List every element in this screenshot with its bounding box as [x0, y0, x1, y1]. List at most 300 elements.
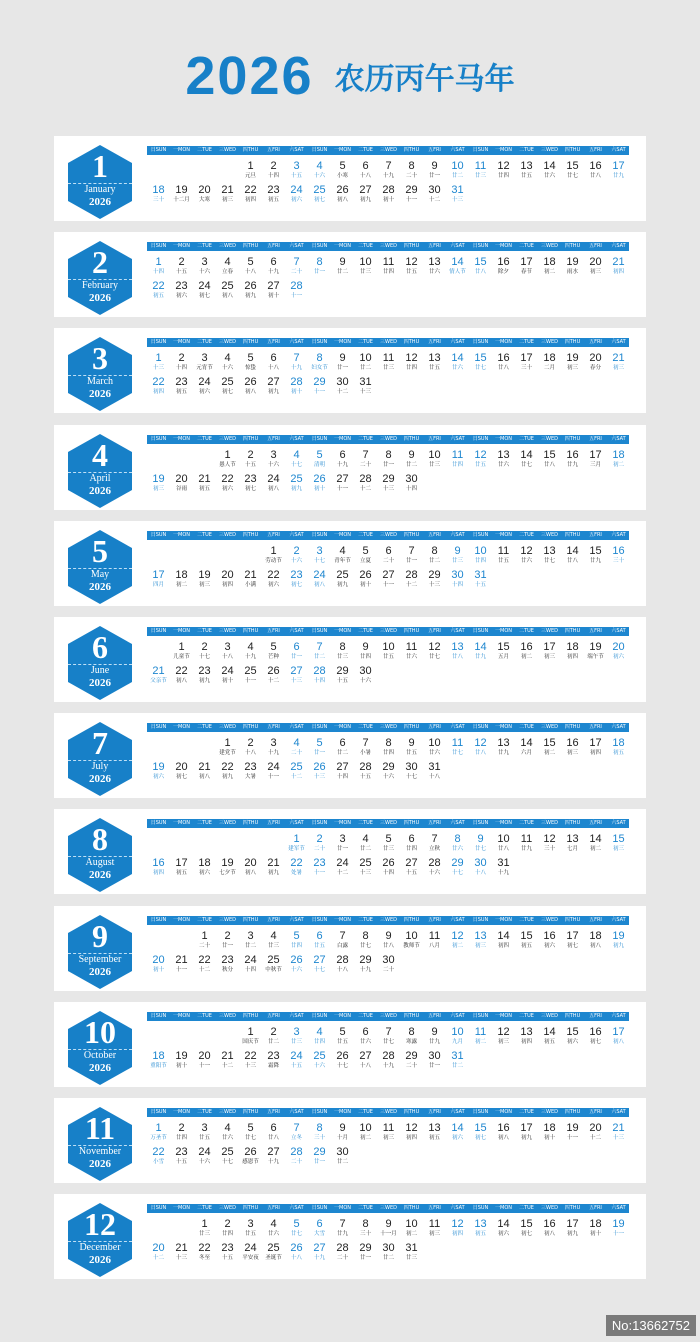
weekday-label: 三WED	[380, 1012, 397, 1019]
day-cell	[147, 184, 170, 204]
day-number: 7	[431, 833, 438, 846]
lunar-date: 廿三	[405, 1255, 417, 1262]
day-number: 16	[566, 448, 579, 461]
lunar-date: 廿七	[566, 173, 578, 179]
day-number: 8	[431, 544, 438, 557]
lunar-date: 春节	[520, 269, 532, 276]
day-cell	[308, 737, 331, 757]
day-number: 11	[451, 737, 464, 750]
day-number: 27	[336, 472, 349, 485]
day-cell	[239, 569, 262, 589]
day-cell	[377, 1242, 400, 1262]
day-number: 7	[316, 641, 323, 653]
weekday-label: 六SAT	[611, 339, 626, 346]
day-cell	[492, 256, 515, 276]
day-cell	[216, 352, 239, 372]
day-cell	[515, 352, 538, 372]
lunar-date: 廿九	[589, 557, 601, 564]
weekday-label: 六SAT	[450, 820, 465, 827]
lunar-date: 廿七	[451, 750, 463, 757]
weekday-label: 二TUE	[358, 531, 373, 538]
day-cell	[147, 665, 170, 685]
weekday-label: 日SUN	[150, 916, 167, 923]
lunar-date: 初十	[382, 197, 394, 203]
weekday-label: 三WED	[541, 1205, 558, 1212]
lunar-date: 廿二	[451, 173, 463, 179]
day-number: 23	[313, 857, 326, 870]
day-number: 3	[339, 833, 346, 846]
weekday-label: 三WED	[219, 243, 236, 250]
lunar-date: 十月	[336, 1135, 348, 1141]
day-number: 18	[175, 568, 188, 581]
weekday-label: 日SUN	[311, 531, 328, 538]
day-cell	[584, 641, 607, 661]
day-cell	[331, 160, 354, 180]
day-number: 17	[589, 737, 602, 750]
lunar-date: 初十	[267, 293, 279, 300]
day-number: 22	[198, 953, 211, 966]
day-number: 15	[474, 1122, 487, 1134]
weekday-label: 六SAT	[289, 531, 304, 538]
lunar-date: 廿七	[474, 365, 486, 372]
weekday-label: 二TUE	[197, 243, 212, 250]
lunar-date: 廿四	[382, 269, 394, 276]
weekday-label: 一MON	[173, 1205, 190, 1212]
day-cell	[308, 761, 331, 781]
day-cell	[170, 641, 193, 661]
weekday-label: 六SAT	[611, 243, 626, 250]
day-number: 9	[408, 448, 415, 461]
day-number: 26	[244, 376, 257, 389]
day-number: 15	[520, 929, 533, 942]
lunar-date: 十二	[428, 197, 440, 203]
weekday-label: 二TUE	[358, 820, 373, 827]
day-cell	[170, 857, 193, 877]
day-number: 9	[477, 833, 484, 846]
day-cell	[561, 833, 584, 853]
lunar-date: 初十	[359, 581, 371, 588]
month-year: 2026	[89, 1061, 111, 1074]
lunar-date: 青年节	[334, 557, 351, 564]
lunar-date: 十二	[198, 966, 210, 973]
weekday-label: 六SAT	[450, 435, 465, 442]
day-number: 10	[497, 833, 510, 846]
day-number: 11	[382, 256, 395, 269]
weekday-label: 一MON	[334, 147, 351, 153]
day-cell	[538, 833, 561, 853]
day-cell	[262, 857, 285, 877]
lunar-date: 初六	[175, 293, 187, 300]
month-card	[54, 713, 646, 798]
day-cell	[469, 930, 492, 950]
weekday-label: 六SAT	[611, 531, 626, 538]
weekday-label: 三WED	[541, 435, 558, 442]
day-number: 8	[408, 1025, 415, 1038]
weekday-label: 六SAT	[289, 147, 304, 153]
weekday-label: 四THU	[242, 147, 259, 153]
day-number: 30	[382, 1242, 395, 1255]
day-cell	[147, 352, 170, 372]
day-cell	[446, 160, 469, 180]
day-number: 2	[224, 929, 231, 942]
weekday-label: 四THU	[403, 1012, 420, 1019]
weekday-label: 三WED	[219, 1205, 236, 1212]
weekday-label: 五FRI	[267, 243, 280, 250]
lunar-date: 廿九	[612, 173, 624, 179]
weekday-header-strip	[147, 723, 629, 732]
day-cell	[515, 833, 538, 853]
month-year: 2026	[89, 484, 111, 497]
day-number: 27	[267, 376, 280, 389]
day-number: 2	[316, 833, 323, 846]
lunar-date: 秋分	[221, 966, 233, 973]
month-card	[54, 1194, 646, 1279]
day-number: 9	[385, 929, 392, 942]
lunar-date: 二十	[336, 1255, 348, 1262]
day-number: 12	[428, 641, 441, 653]
lunar-date: 十五	[405, 870, 417, 877]
day-cell	[262, 160, 285, 180]
day-number: 18	[198, 857, 211, 870]
day-number: 18	[589, 929, 602, 942]
day-number: 24	[290, 184, 303, 196]
day-number: 5	[316, 737, 323, 750]
lunar-date: 三十	[359, 1231, 371, 1238]
weekday-label: 二TUE	[197, 916, 212, 923]
weekday-label: 六SAT	[450, 916, 465, 923]
day-number: 4	[270, 1218, 277, 1231]
day-cell	[216, 641, 239, 661]
day-cell	[193, 280, 216, 300]
day-cell	[239, 1242, 262, 1262]
weekday-label: 四THU	[403, 628, 420, 634]
weekday-label: 四THU	[564, 243, 581, 250]
lunar-date: 初三	[612, 365, 624, 372]
lunar-date: 初二	[589, 846, 601, 853]
lunar-date: 廿五	[497, 557, 509, 564]
day-number: 6	[339, 448, 346, 461]
lunar-date: 初六	[290, 197, 302, 203]
lunar-date: 初十	[313, 485, 325, 492]
lunar-date: 十五	[474, 581, 486, 588]
weekday-label: 二TUE	[519, 243, 534, 250]
lunar-date: 初四	[244, 197, 256, 203]
lunar-date: 立夏	[359, 557, 371, 564]
weekday-label: 日SUN	[150, 147, 167, 153]
lunar-date: 廿三	[290, 1038, 302, 1045]
day-cell	[377, 1026, 400, 1046]
month-card	[54, 136, 646, 221]
day-cell	[607, 160, 630, 180]
day-cell	[262, 1242, 285, 1262]
day-number: 22	[221, 761, 234, 774]
weekday-label: 二TUE	[358, 339, 373, 346]
lunar-date: 廿一	[428, 173, 440, 179]
day-cell	[308, 376, 331, 396]
day-number: 31	[451, 1049, 464, 1062]
day-cell	[446, 449, 469, 469]
day-cell	[285, 930, 308, 950]
day-number: 1	[293, 833, 300, 846]
lunar-date: 廿七	[382, 1038, 394, 1045]
day-number: 5	[247, 1122, 254, 1134]
day-number: 18	[152, 184, 165, 196]
day-cell	[147, 280, 170, 300]
weekday-label: 四THU	[564, 916, 581, 923]
weekday-label: 一MON	[334, 1012, 351, 1019]
day-number: 31	[405, 1242, 418, 1255]
day-cell	[423, 160, 446, 180]
month-badge	[68, 241, 132, 315]
day-cell	[354, 954, 377, 974]
day-number: 30	[451, 568, 464, 581]
day-cell	[308, 954, 331, 974]
day-cell	[170, 1050, 193, 1070]
day-number: 28	[359, 472, 372, 485]
lunar-date: 廿八	[451, 654, 463, 660]
weekday-label: 日SUN	[150, 243, 167, 250]
day-cell	[216, 761, 239, 781]
lunar-date: 初四	[589, 750, 601, 757]
lunar-date: 十四	[336, 774, 348, 781]
weekday-label: 六SAT	[289, 1109, 304, 1115]
day-number: 21	[267, 857, 280, 870]
day-cell	[285, 569, 308, 589]
weekday-label: 五FRI	[428, 243, 441, 250]
lunar-date: 立春	[221, 269, 233, 276]
lunar-date: 初六	[566, 1038, 578, 1045]
day-number: 26	[382, 857, 395, 870]
weekday-label: 六SAT	[450, 1205, 465, 1212]
day-cell	[331, 1146, 354, 1166]
day-number: 13	[520, 160, 533, 172]
day-number: 12	[451, 929, 464, 942]
weekday-label: 一MON	[495, 1109, 512, 1115]
day-number: 23	[175, 376, 188, 389]
lunar-date: 九月	[451, 1038, 463, 1045]
day-number: 12	[451, 1218, 464, 1231]
day-number: 11	[497, 544, 510, 557]
day-number: 16	[497, 256, 510, 269]
day-number: 28	[290, 376, 303, 389]
month-number: 3	[92, 340, 108, 377]
day-cell	[170, 569, 193, 589]
lunar-date: 廿五	[428, 365, 440, 372]
weekday-label: 四THU	[564, 435, 581, 442]
day-number: 5	[270, 641, 277, 653]
weekday-label: 三WED	[380, 531, 397, 538]
day-cell	[423, 737, 446, 757]
lunar-date: 十九	[267, 1159, 279, 1165]
lunar-date: 十二	[589, 1135, 601, 1141]
lunar-date: 初七	[474, 1135, 486, 1141]
lunar-date: 十一	[244, 678, 256, 684]
day-cell	[469, 737, 492, 757]
weekday-label: 日SUN	[311, 1109, 328, 1115]
lunar-date: 二十	[290, 269, 302, 276]
weekday-label: 四THU	[403, 147, 420, 153]
day-cell	[262, 737, 285, 757]
lunar-date: 十六	[313, 1062, 325, 1069]
lunar-date: 廿四	[221, 1231, 233, 1238]
day-cell	[239, 857, 262, 877]
weekday-label: 日SUN	[311, 243, 328, 250]
weekday-label: 三WED	[541, 243, 558, 250]
day-cell	[354, 737, 377, 757]
lunar-date: 十四	[244, 966, 256, 973]
weekday-label: 三WED	[219, 1012, 236, 1019]
lunar-date: 初三	[612, 846, 624, 853]
lunar-date: 儿童节	[173, 654, 190, 660]
day-cell	[285, 761, 308, 781]
day-number: 11	[474, 160, 487, 172]
day-cell	[193, 1050, 216, 1070]
lunar-date: 小暑	[359, 750, 371, 757]
weekday-label: 六SAT	[450, 724, 465, 731]
weekday-label: 二TUE	[358, 243, 373, 250]
day-cell	[331, 857, 354, 877]
weekday-label: 四THU	[564, 820, 581, 827]
lunar-date: 初六	[543, 942, 555, 949]
weekday-label: 二TUE	[197, 628, 212, 634]
lunar-date: 十六	[221, 365, 233, 372]
weekday-label: 四THU	[564, 339, 581, 346]
weekday-label: 五FRI	[267, 1109, 280, 1115]
lunar-date: 初五	[474, 1231, 486, 1238]
lunar-date: 感恩节	[242, 1159, 259, 1165]
lunar-date: 劳动节	[265, 557, 282, 564]
weekday-label: 四THU	[242, 724, 259, 731]
weekday-label: 三WED	[219, 147, 236, 153]
day-cell	[239, 761, 262, 781]
lunar-date: 廿六	[497, 461, 509, 468]
day-cell	[308, 930, 331, 950]
day-number: 28	[290, 280, 303, 293]
day-cell	[492, 857, 515, 877]
day-cell	[239, 352, 262, 372]
lunar-date: 廿七	[474, 846, 486, 853]
day-number: 13	[497, 737, 510, 750]
weekday-label: 六SAT	[611, 1012, 626, 1019]
weekday-label: 四THU	[564, 1109, 581, 1115]
day-number: 24	[198, 1146, 211, 1158]
day-cell	[331, 473, 354, 493]
day-number: 22	[152, 376, 165, 389]
day-number: 26	[313, 472, 326, 485]
day-cell	[584, 160, 607, 180]
day-number: 14	[543, 160, 556, 172]
weekday-label: 五FRI	[267, 339, 280, 346]
lunar-date: 十三	[428, 581, 440, 588]
day-cell	[308, 1218, 331, 1238]
lunar-date: 三月	[589, 461, 601, 468]
weekday-label: 日SUN	[472, 147, 489, 153]
day-number: 27	[267, 1146, 280, 1158]
day-number: 13	[428, 1122, 441, 1134]
day-number: 9	[431, 1025, 438, 1038]
day-cell	[262, 184, 285, 204]
day-number: 25	[267, 1242, 280, 1255]
lunar-date: 十九	[336, 461, 348, 468]
day-cell	[400, 160, 423, 180]
day-cell	[308, 857, 331, 877]
lunar-date: 廿八	[543, 461, 555, 468]
day-number: 22	[244, 1049, 257, 1062]
day-number: 10	[359, 352, 372, 365]
day-cell	[285, 449, 308, 469]
lunar-date: 小雪	[152, 1159, 164, 1165]
day-cell	[446, 930, 469, 950]
weekday-label: 三WED	[380, 243, 397, 250]
weekday-label: 日SUN	[472, 820, 489, 827]
lunar-date: 十九	[382, 1062, 394, 1069]
lunar-date: 平安夜	[242, 1255, 259, 1262]
day-cell	[170, 184, 193, 204]
lunar-date: 端午节	[587, 654, 604, 660]
weekday-label: 五FRI	[428, 147, 441, 153]
day-number: 25	[221, 376, 234, 389]
day-cell	[331, 256, 354, 276]
weekday-label: 日SUN	[472, 339, 489, 346]
lunar-date: 廿七	[290, 1231, 302, 1238]
day-cell	[492, 1218, 515, 1238]
day-number: 5	[385, 833, 392, 846]
lunar-date: 雨水	[566, 269, 578, 276]
lunar-date: 初七	[175, 774, 187, 781]
day-number: 9	[431, 160, 438, 172]
weekday-label: 日SUN	[150, 1205, 167, 1212]
month-badge	[68, 818, 132, 892]
day-number: 17	[612, 160, 625, 172]
day-number: 6	[293, 641, 300, 653]
lunar-date: 廿四	[497, 173, 509, 179]
day-cell	[561, 737, 584, 757]
weekday-label: 三WED	[541, 628, 558, 634]
lunar-date: 廿二	[336, 1159, 348, 1165]
day-cell	[193, 857, 216, 877]
day-cell	[354, 1026, 377, 1046]
weekday-label: 五FRI	[267, 820, 280, 827]
weekday-label: 三WED	[219, 628, 236, 634]
day-number: 4	[316, 160, 323, 172]
month-name: September	[68, 953, 132, 966]
weekday-label: 一MON	[495, 147, 512, 153]
weekday-label: 二TUE	[197, 1109, 212, 1115]
day-number: 26	[244, 1146, 257, 1158]
weekday-label: 三WED	[380, 339, 397, 346]
day-number: 25	[267, 953, 280, 966]
month-name: June	[68, 664, 132, 677]
month-badge	[68, 1011, 132, 1085]
lunar-date: 二十	[382, 966, 394, 973]
day-cell	[170, 665, 193, 685]
day-cell	[285, 1218, 308, 1238]
day-cell	[354, 1242, 377, 1262]
month-card	[54, 906, 646, 991]
weekday-label: 四THU	[564, 1012, 581, 1019]
lunar-date: 廿三	[359, 269, 371, 276]
day-cell	[308, 833, 331, 853]
month-name: May	[68, 568, 132, 581]
day-number: 10	[359, 1122, 372, 1134]
month-year: 2026	[89, 773, 111, 786]
weekday-label: 四THU	[242, 531, 259, 538]
day-number: 6	[270, 1122, 277, 1134]
day-number: 10	[474, 544, 487, 557]
day-cell	[515, 641, 538, 661]
day-cell	[285, 1122, 308, 1142]
day-cell	[561, 1026, 584, 1046]
